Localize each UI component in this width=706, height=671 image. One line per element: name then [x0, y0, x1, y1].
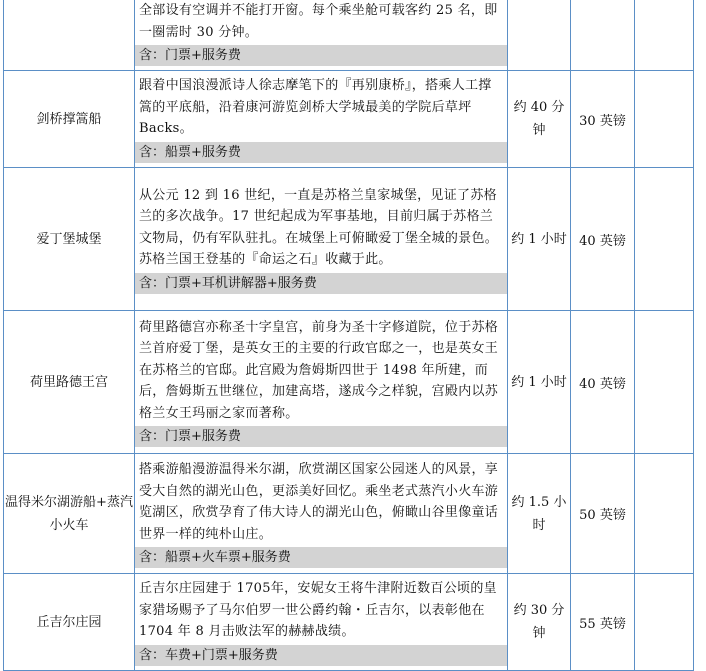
empty-cell	[635, 0, 694, 71]
excursion-duration: 约 30 分钟	[508, 574, 571, 671]
excursion-duration	[508, 0, 571, 71]
excursion-price: 40 英镑	[571, 168, 635, 311]
excursion-name	[4, 0, 135, 71]
excursion-table	[3, 0, 694, 671]
includes-label: 含：	[139, 48, 166, 63]
excursion-description-cell	[135, 0, 508, 71]
table-row	[4, 0, 694, 71]
excursion-name: 丘吉尔庄园	[4, 574, 135, 671]
includes-label: 含：	[139, 550, 166, 565]
includes-bar	[135, 273, 507, 294]
includes-value: 船票+服务费	[165, 144, 241, 160]
excursion-duration: 约 1.5 小时	[508, 454, 571, 574]
includes-bar	[135, 547, 507, 568]
includes-value: 门票+服务费	[165, 429, 241, 445]
empty-cell	[635, 311, 694, 454]
includes-value: 门票+服务费	[165, 48, 241, 63]
excursion-name: 剑桥撑篙船	[4, 71, 135, 168]
excursion-description-cell	[135, 574, 508, 671]
includes-label: 含：	[139, 647, 166, 663]
table-row	[4, 574, 694, 671]
excursion-description-cell	[135, 311, 508, 454]
includes-bar	[135, 142, 507, 163]
includes-label: 含：	[139, 429, 166, 445]
excursion-price	[571, 0, 635, 71]
empty-cell	[635, 574, 694, 671]
empty-cell	[635, 168, 694, 311]
excursion-price: 55 英镑	[571, 574, 635, 671]
empty-cell	[635, 71, 694, 168]
excursion-description-cell	[135, 71, 508, 168]
excursion-description-cell	[135, 454, 508, 574]
excursion-price: 50 英镑	[571, 454, 635, 574]
excursion-name: 温得米尔湖游船+蒸汽小火车	[4, 454, 135, 574]
excursion-description: 搭乘游船漫游温得米尔湖，欣赏湖区国家公园迷人的风景，享受大自然的湖光山色，更添美好回忆。乘坐老式蒸汽小火车游览湖区，欣赏孕育了伟大诗人的湖光山色，俯瞰山谷里像童话世界一样的纯朴山庄。	[139, 462, 499, 542]
table-row	[4, 168, 694, 311]
excursion-name: 爱丁堡城堡	[4, 168, 135, 311]
includes-value: 船票+火车票+服务费	[165, 550, 291, 565]
includes-bar	[135, 45, 507, 66]
excursion-description: 全部设有空调并不能打开窗。每个乘坐舱可载客约 25 名，即一圈需时 30 分钟。	[139, 3, 498, 40]
includes-bar	[135, 645, 507, 666]
excursion-price: 40 英镑	[571, 311, 635, 454]
excursion-description: 跟着中国浪漫派诗人徐志摩笔下的『再别康桥』，搭乘人工撑篙的平底船，沿着康河游览剑桥大学城最美的学院后草坪 Backs。	[139, 78, 492, 137]
excursion-description: 荷里路德宫亦称圣十字皇宫，前身为圣十字修道院，位于苏格兰首府爱丁堡，是英女王的主要的行政官邸之一，也是英女王在苏格兰的官邸。此宫殿为詹姆斯四世于 1498 年所建，而后，詹姆斯五世继位，加建高塔，遂成今之样貌，宫殿内以苏格兰女王玛丽之家而著称。	[139, 319, 499, 421]
includes-label: 含：	[139, 144, 166, 160]
excursion-duration: 约 1 小时	[508, 168, 571, 311]
excursion-description-cell	[135, 168, 508, 311]
table-row	[4, 454, 694, 574]
excursion-description: 丘吉尔庄园建于 1705年，安妮女王将牛津附近数百公顷的皇家猎场赐予了马尔伯罗一世公爵约翰・丘吉尔，以表彰他在 1704 年 8 月击败法军的赫赫战绩。	[139, 581, 497, 640]
table-row	[4, 71, 694, 168]
excursion-duration: 约 1 小时	[508, 311, 571, 454]
includes-value: 车费+门票+服务费	[165, 647, 278, 663]
excursion-duration: 约 40 分钟	[508, 71, 571, 168]
empty-cell	[635, 454, 694, 574]
includes-label: 含：	[139, 275, 166, 291]
excursion-description: 从公元 12 到 16 世纪，一直是苏格兰皇家城堡，见证了苏格兰的多次战争。17 世纪起成为军事基地，目前归属于苏格兰文物局，仍有军队驻扎。在城堡上可俯瞰爱丁堡全城的景色。苏格兰国王登基的『命运之石』收藏于此。	[139, 187, 499, 267]
excursion-name: 荷里路德王宫	[4, 311, 135, 454]
table-row	[4, 311, 694, 454]
excursion-price: 30 英镑	[571, 71, 635, 168]
includes-bar	[135, 426, 507, 447]
includes-value: 门票+耳机讲解器+服务费	[165, 275, 317, 291]
